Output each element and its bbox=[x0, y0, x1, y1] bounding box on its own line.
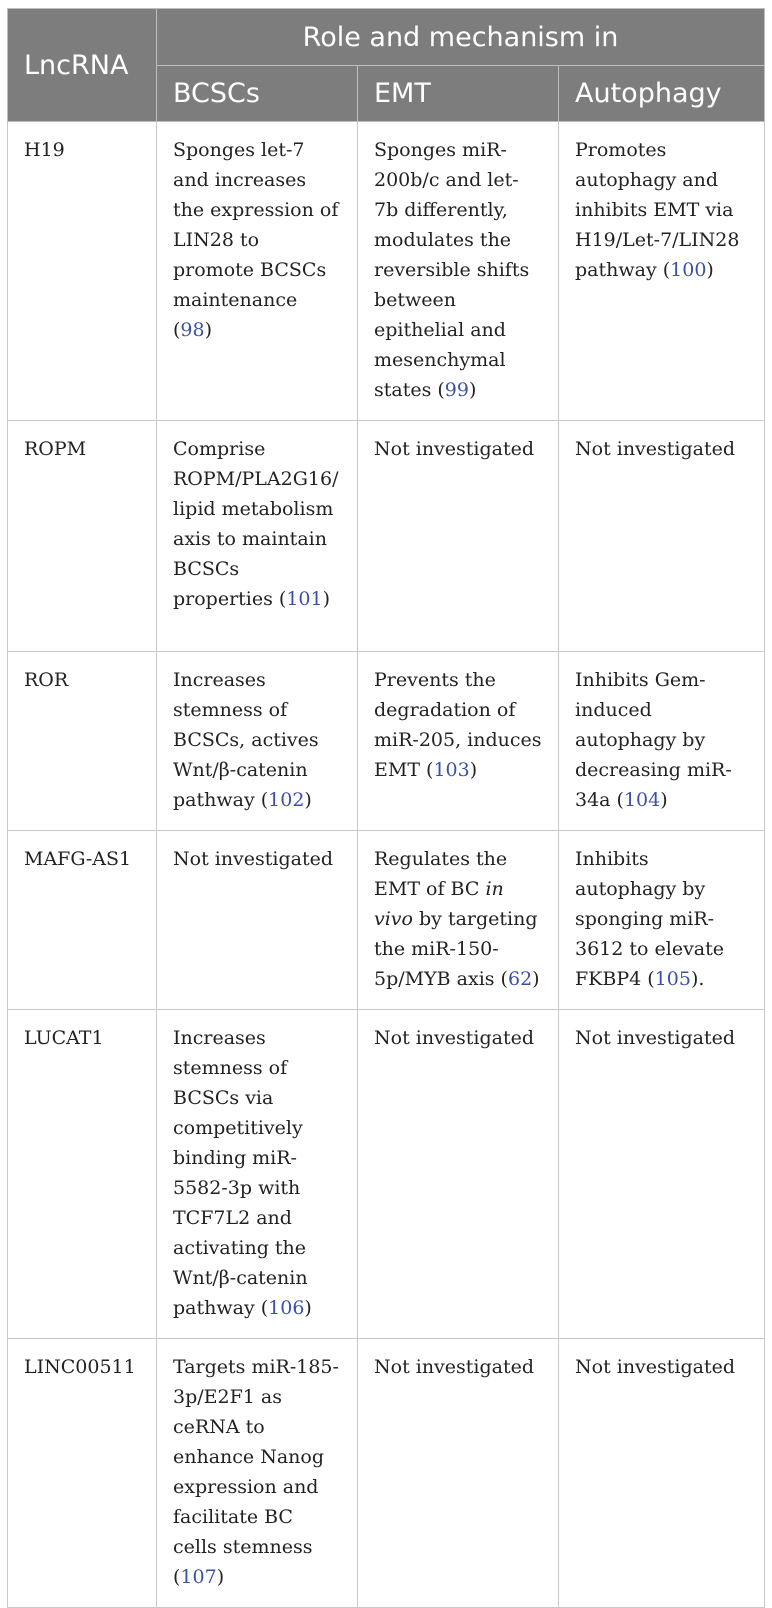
cell-emt: Prevents the degradation of miR-205, induces EMT (103) bbox=[358, 652, 559, 831]
reference-link[interactable]: 99 bbox=[444, 379, 469, 401]
table-row bbox=[8, 421, 765, 652]
reference-link[interactable]: 101 bbox=[286, 588, 323, 610]
table-row bbox=[8, 1339, 765, 1608]
reference-link[interactable]: 106 bbox=[268, 1297, 305, 1319]
reference-link[interactable]: 102 bbox=[268, 789, 305, 811]
cell-bcscs: Sponges let-7 and increases the expression of LIN28 to promote BCSCs maintenance (98) bbox=[157, 122, 358, 421]
cell-autophagy: Not investigated bbox=[559, 421, 765, 652]
table-row bbox=[8, 122, 765, 421]
cell-lncrna-name: LINC00511 bbox=[8, 1339, 157, 1608]
cell-lncrna-name: LUCAT1 bbox=[8, 1010, 157, 1339]
cell-autophagy: Inhibits Gem-induced autophagy by decreasing miR-34a (104) bbox=[559, 652, 765, 831]
cell-bcscs: Comprise ROPM/PLA2G16/lipid metabolism axis to maintain BCSCs properties (101) bbox=[157, 421, 358, 652]
cell-autophagy: Not investigated bbox=[559, 1339, 765, 1608]
cell-lncrna-name: MAFG-AS1 bbox=[8, 831, 157, 1010]
cell-emt: Regulates the EMT of BC in vivo by targeting the miR-150-5p/MYB axis (62) bbox=[358, 831, 559, 1010]
header-autophagy: Autophagy bbox=[559, 66, 765, 122]
cell-emt: Not investigated bbox=[358, 1339, 559, 1608]
reference-link[interactable]: 104 bbox=[623, 789, 661, 811]
reference-link[interactable]: 100 bbox=[670, 259, 707, 281]
table-row bbox=[8, 831, 765, 1010]
cell-bcscs: Not investigated bbox=[157, 831, 358, 1010]
cell-bcscs: Increases stemness of BCSCs via competitively binding miR-5582-3p with TCF7L2 and activating the Wnt/β-catenin pathway (106) bbox=[157, 1010, 358, 1339]
reference-link[interactable]: 98 bbox=[180, 319, 205, 341]
reference-link[interactable]: 62 bbox=[507, 968, 533, 990]
cell-bcscs: Increases stemness of BCSCs, actives Wnt/β-catenin pathway (102) bbox=[157, 652, 358, 831]
cell-emt: Not investigated bbox=[358, 421, 559, 652]
cell-lncrna-name: H19 bbox=[8, 122, 157, 421]
cell-emt: Not investigated bbox=[358, 1010, 559, 1339]
cell-bcscs: Targets miR-185-3p/E2F1 as ceRNA to enhance Nanog expression and facilitate BC cells stemness (107) bbox=[157, 1339, 358, 1608]
cell-autophagy: Promotes autophagy and inhibits EMT via H19/Let-7/LIN28 pathway (100) bbox=[559, 122, 765, 421]
reference-link[interactable]: 103 bbox=[433, 759, 470, 781]
lncrna-table bbox=[7, 8, 765, 1608]
header-bcscs: BCSCs bbox=[157, 66, 358, 122]
cell-lncrna-name: ROR bbox=[8, 652, 157, 831]
table-row bbox=[8, 1010, 765, 1339]
reference-link[interactable]: 105 bbox=[654, 968, 691, 990]
reference-link[interactable]: 107 bbox=[180, 1566, 217, 1588]
table-row bbox=[8, 652, 765, 831]
cell-autophagy: Not investigated bbox=[559, 1010, 765, 1339]
header-emt: EMT bbox=[358, 66, 559, 122]
header-lncrna: LncRNA bbox=[8, 9, 157, 122]
cell-autophagy: Inhibits autophagy by sponging miR-3612 to elevate FKBP4 (105). bbox=[559, 831, 765, 1010]
cell-lncrna-name: ROPM bbox=[8, 421, 157, 652]
cell-emt: Sponges miR-200b/c and let-7b differently, modulates the reversible shifts between epithelial and mesenchymal states (99) bbox=[358, 122, 559, 421]
header-group-role-mechanism: Role and mechanism in bbox=[157, 9, 765, 66]
